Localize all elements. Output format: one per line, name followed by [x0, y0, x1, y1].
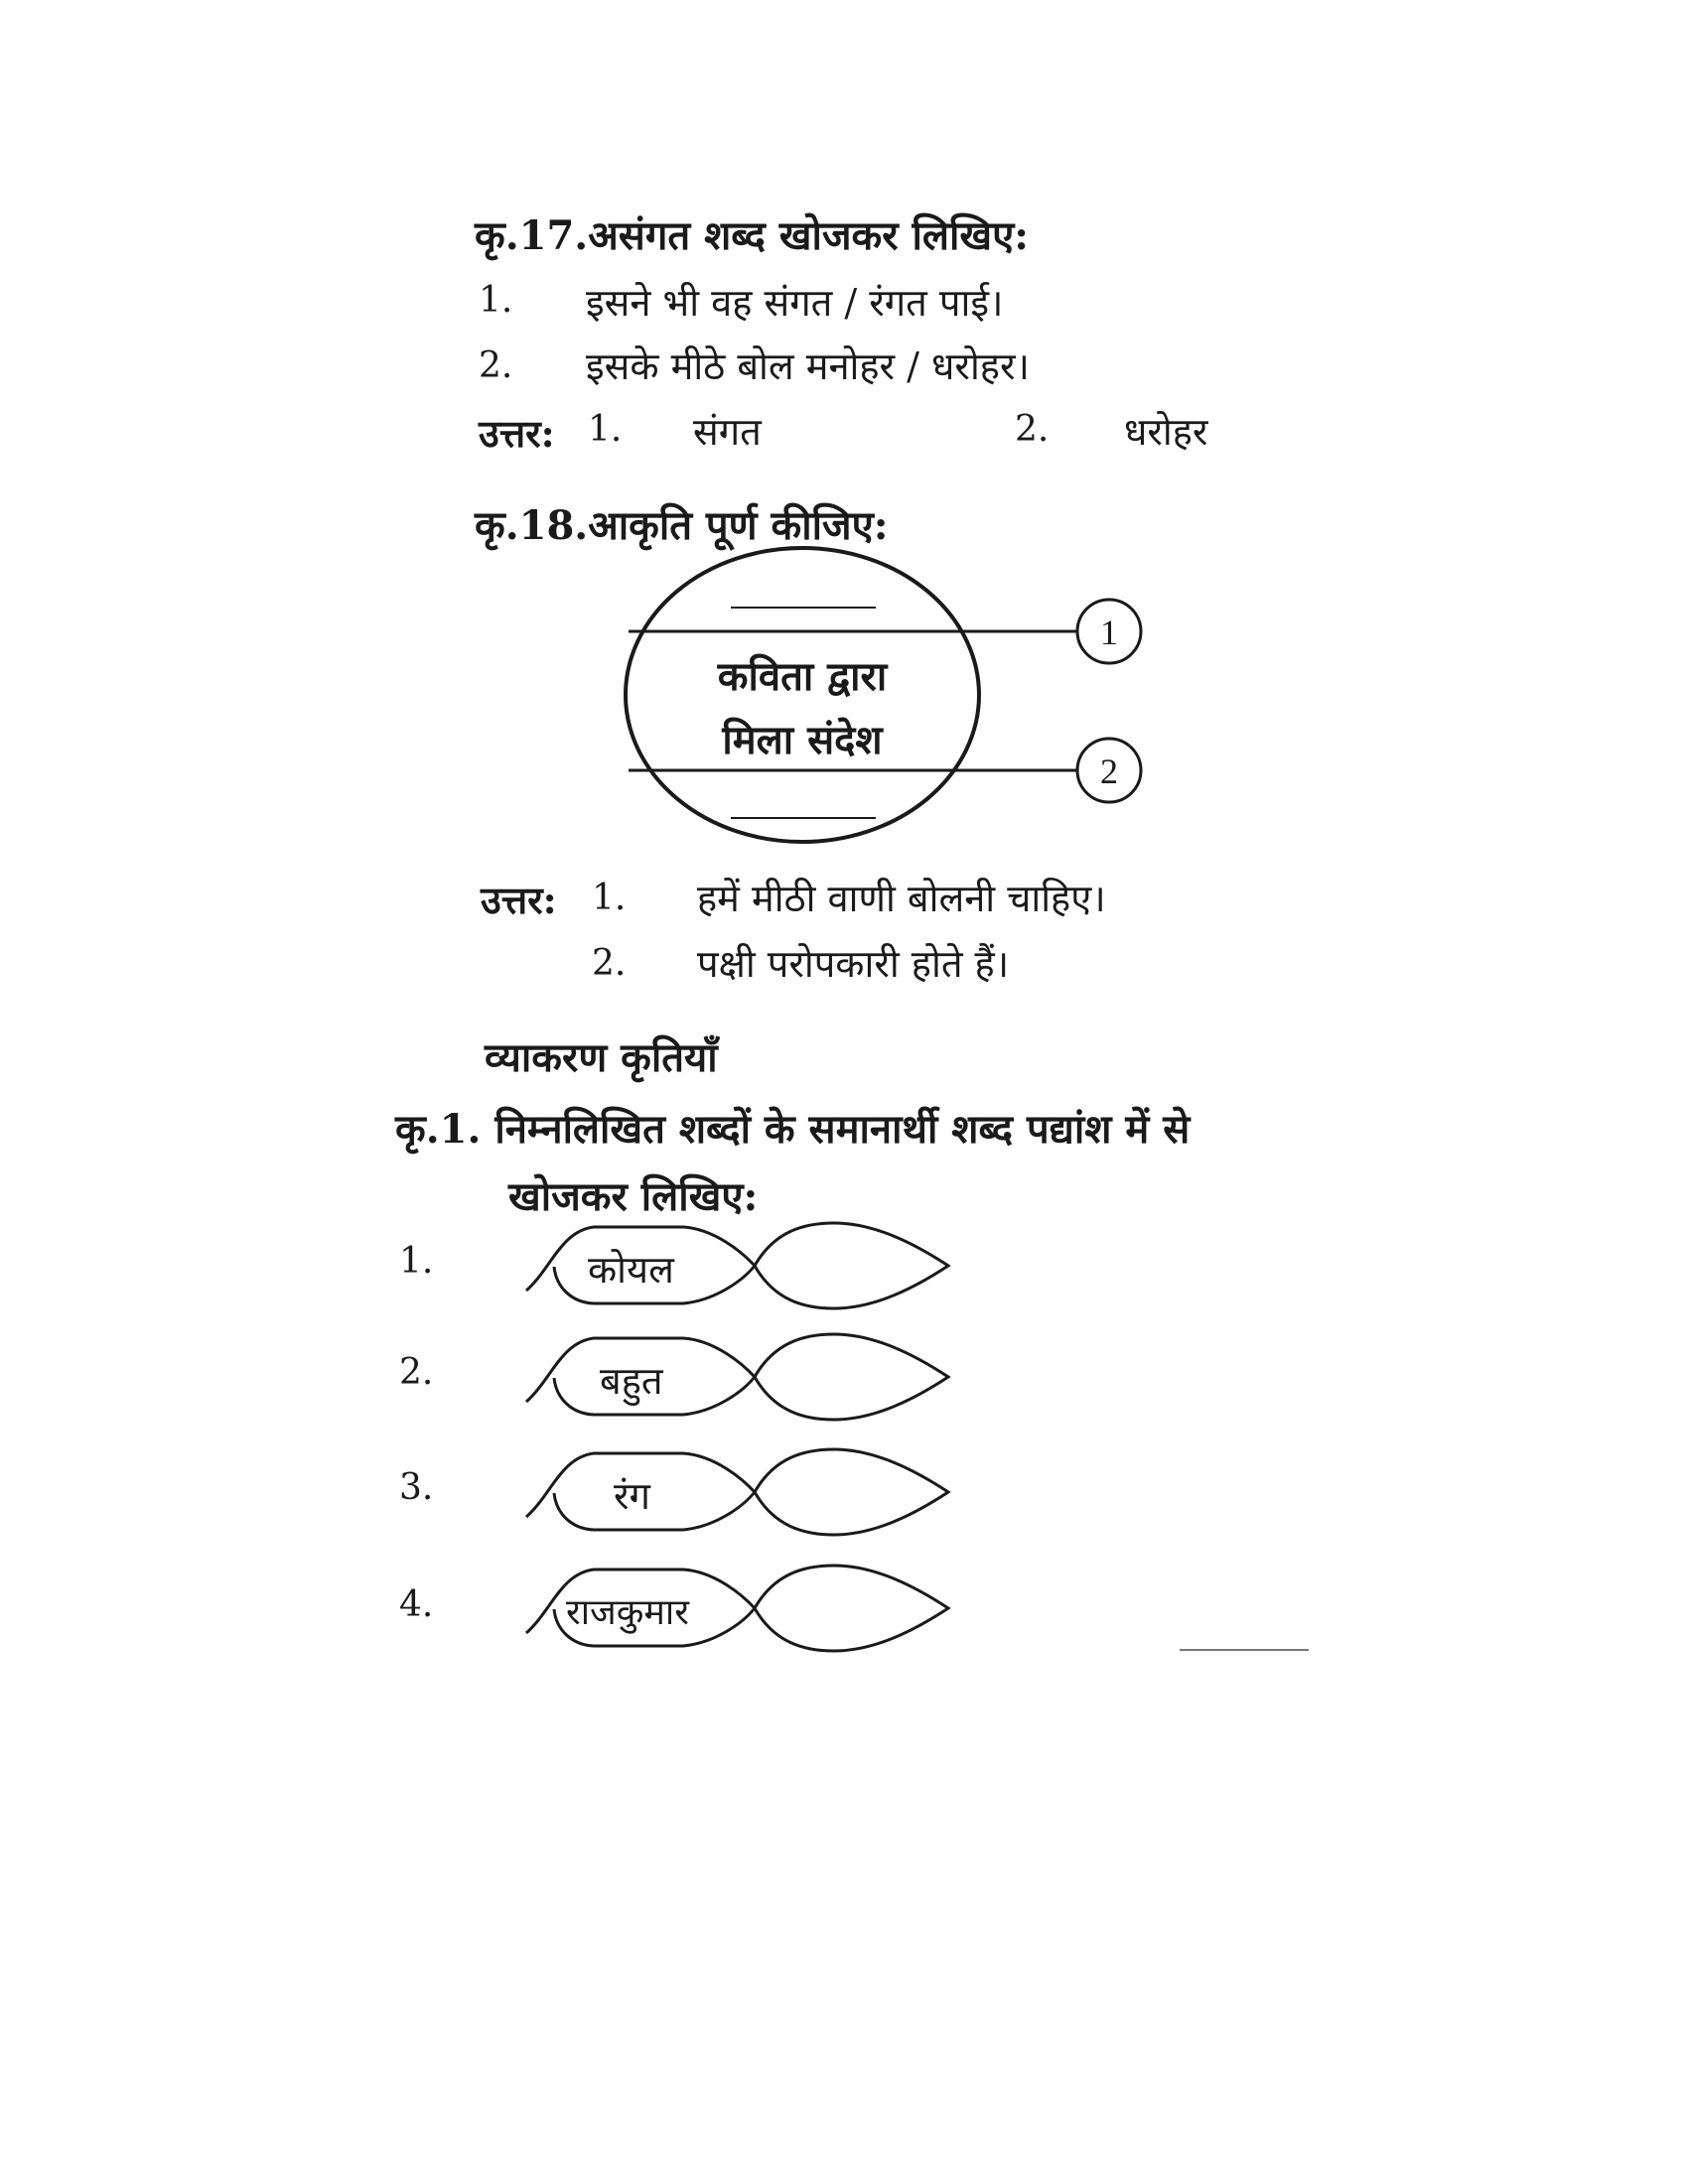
circle-text-line-2: मिला संदेश — [722, 717, 883, 763]
grammar-item-2-word: बहुत — [600, 1359, 663, 1403]
bubble-1-label: 1 — [1100, 613, 1118, 652]
q18-answer-2-text: पक्षी परोपकारी होते हैं। — [697, 942, 1010, 986]
leaf-pair-3 — [526, 1449, 948, 1535]
q17-answer-1-text: संगत — [693, 410, 762, 454]
grammar-q1-heading-line-1: कृ.1. निम्नलिखित शब्दों के समानार्थी शब्द पद्यांश में से — [395, 1106, 1191, 1153]
grammar-item-3-number: 3. — [399, 1467, 434, 1508]
q17-answer-2-text: धरोहर — [1124, 410, 1208, 454]
grammar-item-1-word: कोयल — [588, 1248, 674, 1292]
grammar-item-1-number: 1. — [399, 1241, 434, 1282]
q17-item-1-number: 1. — [479, 280, 513, 321]
grammar-item-2-number: 2. — [399, 1352, 434, 1393]
q18-answer-2-number: 2. — [592, 943, 627, 984]
grammar-section-title: व्याकरण कृतियाँ — [485, 1034, 718, 1081]
q17-answer-label: उत्तर: — [479, 411, 555, 456]
q17-item-2-number: 2. — [479, 345, 513, 386]
q17-heading: कृ.17.असंगत शब्द खोजकर लिखिए: — [475, 212, 1029, 259]
q17-answer-1-number: 1. — [588, 409, 623, 450]
q18-answer-1-text: हमें मीठी वाणी बोलनी चाहिए। — [697, 877, 1106, 920]
q17-answer-2-number: 2. — [1015, 409, 1050, 450]
q18-heading: कृ.18.आकृति पूर्ण कीजिए: — [475, 502, 889, 549]
bubble-2-label: 2 — [1100, 751, 1118, 791]
grammar-item-3-word: रंग — [614, 1474, 650, 1518]
q17-item-1-text: इसने भी वह संगत / रंगत पाई। — [586, 281, 1004, 325]
q18-answer-label: उत्तर: — [481, 878, 557, 922]
q18-answer-1-number: 1. — [592, 878, 627, 918]
leaf-pair-2 — [526, 1334, 948, 1420]
q17-item-2-text: इसके मीठे बोल मनोहर / धरोहर। — [586, 344, 1030, 388]
grammar-q1-heading-line-2: खोजकर लिखिए: — [508, 1173, 759, 1220]
grammar-item-4-number: 4. — [399, 1584, 434, 1625]
grammar-item-4-word: राजकुमार — [566, 1592, 689, 1633]
circle-text-line-1: कविता द्वारा — [717, 653, 888, 700]
